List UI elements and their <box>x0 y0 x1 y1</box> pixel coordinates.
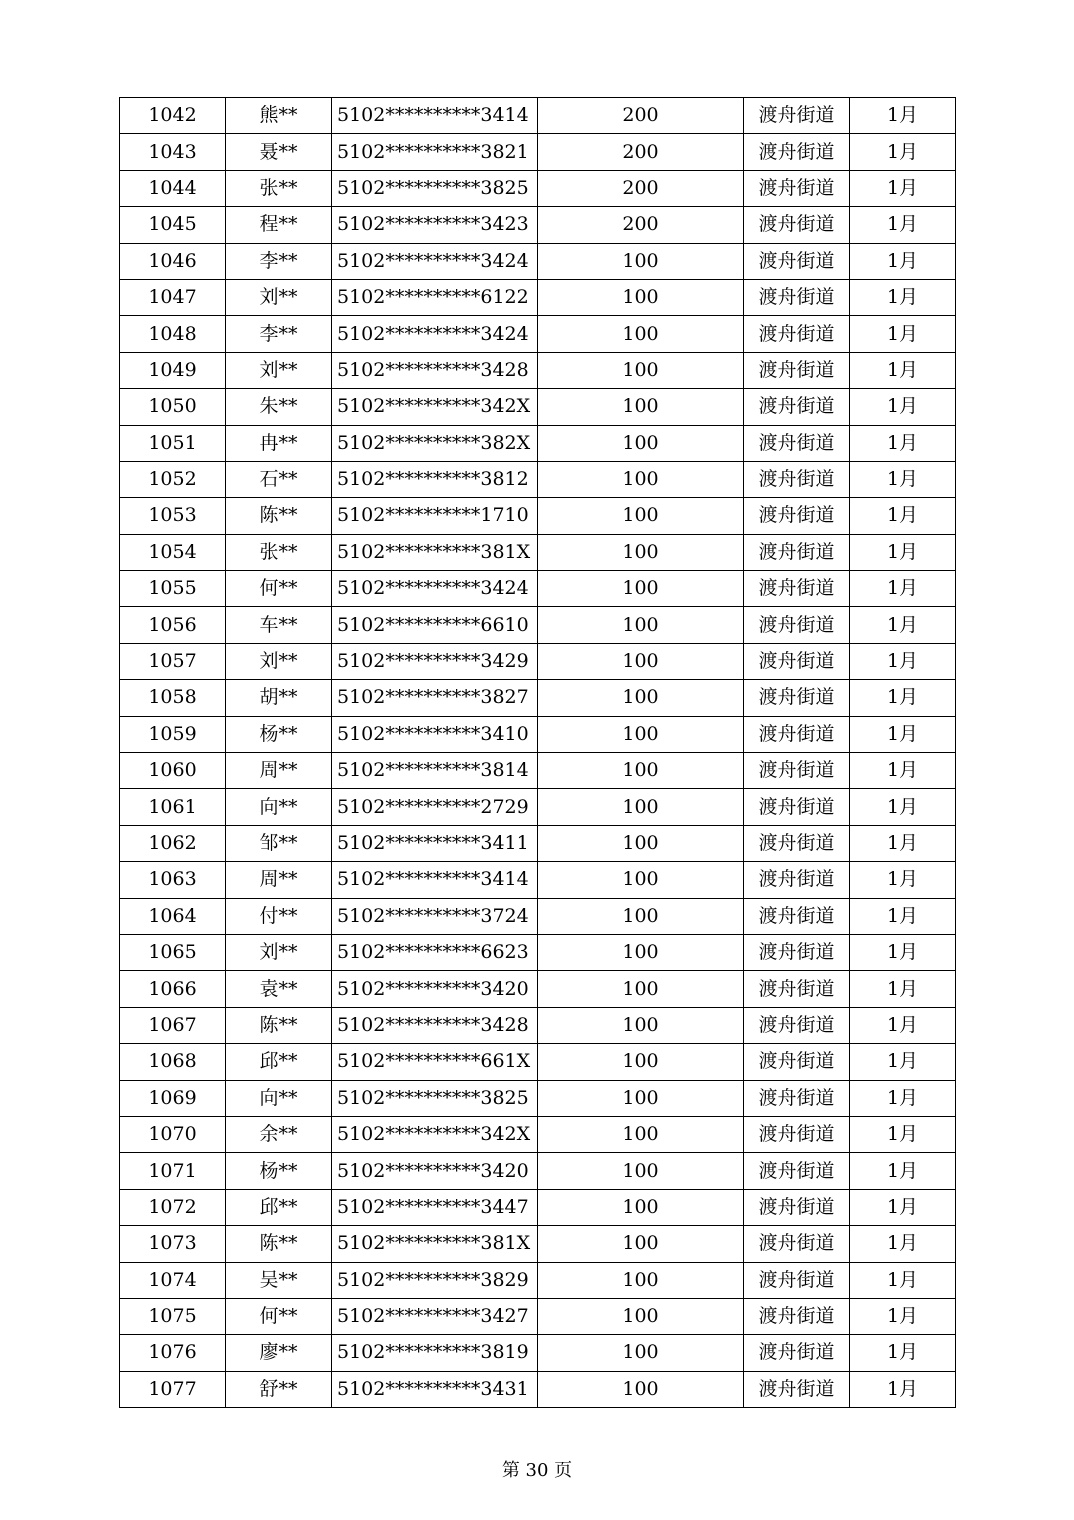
cell-id-number: 5102**********3411 <box>332 825 538 861</box>
cell-id-number: 5102**********3431 <box>332 1371 538 1407</box>
cell-street: 渡舟街道 <box>744 825 850 861</box>
cell-month: 1月 <box>850 1044 956 1080</box>
table-row <box>120 207 956 243</box>
table-row <box>120 898 956 934</box>
cell-id-number: 5102**********661X <box>332 1044 538 1080</box>
cell-amount: 100 <box>538 352 744 388</box>
cell-month: 1月 <box>850 607 956 643</box>
table-row <box>120 243 956 279</box>
cell-street: 渡舟街道 <box>744 716 850 752</box>
table-row <box>120 1335 956 1371</box>
table-row <box>120 1262 956 1298</box>
cell-name: 张** <box>226 534 332 570</box>
table-row <box>120 1298 956 1334</box>
cell-serial-number: 1047 <box>120 279 226 315</box>
cell-month: 1月 <box>850 98 956 134</box>
cell-name: 李** <box>226 316 332 352</box>
cell-name: 何** <box>226 1298 332 1334</box>
cell-name: 熊** <box>226 98 332 134</box>
cell-month: 1月 <box>850 279 956 315</box>
cell-name: 向** <box>226 1080 332 1116</box>
cell-name: 石** <box>226 461 332 497</box>
cell-amount: 100 <box>538 389 744 425</box>
cell-month: 1月 <box>850 934 956 970</box>
page-number: 第 30 页 <box>501 1460 573 1481</box>
cell-name: 廖** <box>226 1335 332 1371</box>
cell-id-number: 5102**********6122 <box>332 279 538 315</box>
cell-amount: 200 <box>538 170 744 206</box>
cell-id-number: 5102**********3424 <box>332 571 538 607</box>
cell-name: 陈** <box>226 498 332 534</box>
cell-id-number: 5102**********3812 <box>332 461 538 497</box>
cell-amount: 100 <box>538 461 744 497</box>
cell-street: 渡舟街道 <box>744 934 850 970</box>
cell-id-number: 5102**********382X <box>332 425 538 461</box>
cell-street: 渡舟街道 <box>744 862 850 898</box>
cell-name: 袁** <box>226 971 332 1007</box>
cell-name: 聂** <box>226 134 332 170</box>
cell-name: 付** <box>226 898 332 934</box>
cell-amount: 100 <box>538 1044 744 1080</box>
cell-month: 1月 <box>850 461 956 497</box>
table-row <box>120 934 956 970</box>
cell-month: 1月 <box>850 898 956 934</box>
cell-name: 刘** <box>226 352 332 388</box>
table-row <box>120 425 956 461</box>
cell-id-number: 5102**********3827 <box>332 680 538 716</box>
cell-serial-number: 1077 <box>120 1371 226 1407</box>
cell-amount: 100 <box>538 643 744 679</box>
table-row <box>120 1044 956 1080</box>
cell-street: 渡舟街道 <box>744 534 850 570</box>
cell-id-number: 5102**********3825 <box>332 170 538 206</box>
cell-serial-number: 1068 <box>120 1044 226 1080</box>
table-row <box>120 1371 956 1407</box>
cell-amount: 100 <box>538 1262 744 1298</box>
table-row <box>120 498 956 534</box>
cell-serial-number: 1062 <box>120 825 226 861</box>
table-body <box>120 98 956 1408</box>
cell-street: 渡舟街道 <box>744 425 850 461</box>
cell-name: 周** <box>226 862 332 898</box>
table-row <box>120 1189 956 1225</box>
table-row <box>120 971 956 1007</box>
cell-amount: 100 <box>538 1116 744 1152</box>
table-row <box>120 534 956 570</box>
cell-amount: 100 <box>538 607 744 643</box>
table-row <box>120 1080 956 1116</box>
cell-id-number: 5102**********2729 <box>332 789 538 825</box>
cell-name: 刘** <box>226 934 332 970</box>
cell-month: 1月 <box>850 825 956 861</box>
cell-name: 刘** <box>226 279 332 315</box>
table-row <box>120 279 956 315</box>
table-row <box>120 389 956 425</box>
cell-serial-number: 1052 <box>120 461 226 497</box>
cell-street: 渡舟街道 <box>744 1371 850 1407</box>
cell-id-number: 5102**********3424 <box>332 243 538 279</box>
cell-month: 1月 <box>850 1262 956 1298</box>
cell-street: 渡舟街道 <box>744 789 850 825</box>
cell-street: 渡舟街道 <box>744 243 850 279</box>
cell-month: 1月 <box>850 680 956 716</box>
cell-street: 渡舟街道 <box>744 1298 850 1334</box>
table-row <box>120 461 956 497</box>
cell-month: 1月 <box>850 1226 956 1262</box>
cell-street: 渡舟街道 <box>744 461 850 497</box>
cell-id-number: 5102**********3420 <box>332 971 538 1007</box>
cell-id-number: 5102**********3420 <box>332 1153 538 1189</box>
cell-month: 1月 <box>850 1116 956 1152</box>
cell-name: 吴** <box>226 1262 332 1298</box>
cell-month: 1月 <box>850 534 956 570</box>
cell-id-number: 5102**********3825 <box>332 1080 538 1116</box>
cell-serial-number: 1048 <box>120 316 226 352</box>
cell-serial-number: 1057 <box>120 643 226 679</box>
table-row <box>120 1007 956 1043</box>
cell-amount: 100 <box>538 1371 744 1407</box>
cell-amount: 100 <box>538 534 744 570</box>
cell-amount: 100 <box>538 1298 744 1334</box>
table-row <box>120 1116 956 1152</box>
cell-street: 渡舟街道 <box>744 753 850 789</box>
cell-name: 何** <box>226 571 332 607</box>
cell-serial-number: 1051 <box>120 425 226 461</box>
cell-name: 向** <box>226 789 332 825</box>
cell-serial-number: 1043 <box>120 134 226 170</box>
cell-month: 1月 <box>850 1080 956 1116</box>
table-row <box>120 170 956 206</box>
cell-street: 渡舟街道 <box>744 680 850 716</box>
cell-name: 陈** <box>226 1007 332 1043</box>
cell-amount: 100 <box>538 753 744 789</box>
cell-serial-number: 1054 <box>120 534 226 570</box>
cell-amount: 100 <box>538 862 744 898</box>
cell-serial-number: 1065 <box>120 934 226 970</box>
table-row <box>120 862 956 898</box>
cell-street: 渡舟街道 <box>744 1226 850 1262</box>
cell-amount: 100 <box>538 571 744 607</box>
cell-street: 渡舟街道 <box>744 607 850 643</box>
table-row <box>120 316 956 352</box>
cell-name: 杨** <box>226 1153 332 1189</box>
cell-name: 李** <box>226 243 332 279</box>
cell-id-number: 5102**********3429 <box>332 643 538 679</box>
cell-serial-number: 1045 <box>120 207 226 243</box>
cell-serial-number: 1053 <box>120 498 226 534</box>
cell-serial-number: 1058 <box>120 680 226 716</box>
cell-amount: 100 <box>538 971 744 1007</box>
cell-month: 1月 <box>850 1153 956 1189</box>
cell-street: 渡舟街道 <box>744 571 850 607</box>
cell-serial-number: 1076 <box>120 1335 226 1371</box>
cell-serial-number: 1073 <box>120 1226 226 1262</box>
cell-amount: 100 <box>538 498 744 534</box>
cell-street: 渡舟街道 <box>744 1044 850 1080</box>
cell-month: 1月 <box>850 316 956 352</box>
cell-amount: 100 <box>538 934 744 970</box>
cell-id-number: 5102**********381X <box>332 534 538 570</box>
table-row <box>120 680 956 716</box>
cell-amount: 100 <box>538 789 744 825</box>
cell-amount: 100 <box>538 1153 744 1189</box>
table-row <box>120 607 956 643</box>
cell-amount: 100 <box>538 1335 744 1371</box>
cell-id-number: 5102**********381X <box>332 1226 538 1262</box>
cell-id-number: 5102**********3414 <box>332 98 538 134</box>
table-row <box>120 753 956 789</box>
cell-id-number: 5102**********3424 <box>332 316 538 352</box>
cell-amount: 100 <box>538 425 744 461</box>
cell-serial-number: 1046 <box>120 243 226 279</box>
cell-serial-number: 1070 <box>120 1116 226 1152</box>
cell-serial-number: 1067 <box>120 1007 226 1043</box>
table-row <box>120 98 956 134</box>
cell-month: 1月 <box>850 1335 956 1371</box>
data-table <box>119 97 956 1408</box>
cell-street: 渡舟街道 <box>744 207 850 243</box>
cell-name: 邱** <box>226 1189 332 1225</box>
cell-name: 朱** <box>226 389 332 425</box>
cell-month: 1月 <box>850 862 956 898</box>
cell-name: 冉** <box>226 425 332 461</box>
cell-serial-number: 1069 <box>120 1080 226 1116</box>
cell-serial-number: 1064 <box>120 898 226 934</box>
cell-amount: 100 <box>538 1189 744 1225</box>
cell-month: 1月 <box>850 1298 956 1334</box>
cell-serial-number: 1061 <box>120 789 226 825</box>
cell-id-number: 5102**********3447 <box>332 1189 538 1225</box>
cell-street: 渡舟街道 <box>744 1007 850 1043</box>
cell-month: 1月 <box>850 498 956 534</box>
cell-amount: 100 <box>538 1226 744 1262</box>
table-row <box>120 134 956 170</box>
cell-street: 渡舟街道 <box>744 316 850 352</box>
cell-amount: 100 <box>538 243 744 279</box>
cell-name: 周** <box>226 753 332 789</box>
cell-serial-number: 1060 <box>120 753 226 789</box>
cell-month: 1月 <box>850 425 956 461</box>
cell-month: 1月 <box>850 389 956 425</box>
cell-serial-number: 1044 <box>120 170 226 206</box>
cell-id-number: 5102**********3414 <box>332 862 538 898</box>
cell-month: 1月 <box>850 1189 956 1225</box>
cell-name: 杨** <box>226 716 332 752</box>
cell-month: 1月 <box>850 170 956 206</box>
table-row <box>120 643 956 679</box>
cell-serial-number: 1050 <box>120 389 226 425</box>
cell-serial-number: 1074 <box>120 1262 226 1298</box>
cell-id-number: 5102**********6623 <box>332 934 538 970</box>
cell-amount: 100 <box>538 898 744 934</box>
cell-amount: 200 <box>538 134 744 170</box>
cell-street: 渡舟街道 <box>744 98 850 134</box>
cell-id-number: 5102**********3821 <box>332 134 538 170</box>
cell-street: 渡舟街道 <box>744 1262 850 1298</box>
table-row <box>120 571 956 607</box>
cell-id-number: 5102**********3724 <box>332 898 538 934</box>
cell-id-number: 5102**********3428 <box>332 352 538 388</box>
cell-amount: 200 <box>538 98 744 134</box>
cell-street: 渡舟街道 <box>744 1116 850 1152</box>
cell-amount: 100 <box>538 279 744 315</box>
cell-name: 陈** <box>226 1226 332 1262</box>
cell-street: 渡舟街道 <box>744 1153 850 1189</box>
cell-street: 渡舟街道 <box>744 1335 850 1371</box>
table-row <box>120 1226 956 1262</box>
table-row <box>120 352 956 388</box>
cell-amount: 100 <box>538 680 744 716</box>
cell-serial-number: 1072 <box>120 1189 226 1225</box>
cell-street: 渡舟街道 <box>744 134 850 170</box>
cell-id-number: 5102**********3428 <box>332 1007 538 1043</box>
cell-id-number: 5102**********3427 <box>332 1298 538 1334</box>
cell-month: 1月 <box>850 643 956 679</box>
cell-name: 邹** <box>226 825 332 861</box>
cell-name: 刘** <box>226 643 332 679</box>
cell-street: 渡舟街道 <box>744 643 850 679</box>
cell-id-number: 5102**********1710 <box>332 498 538 534</box>
cell-street: 渡舟街道 <box>744 1189 850 1225</box>
cell-street: 渡舟街道 <box>744 498 850 534</box>
cell-month: 1月 <box>850 716 956 752</box>
cell-amount: 200 <box>538 207 744 243</box>
cell-name: 余** <box>226 1116 332 1152</box>
cell-name: 邱** <box>226 1044 332 1080</box>
cell-serial-number: 1066 <box>120 971 226 1007</box>
cell-month: 1月 <box>850 207 956 243</box>
cell-street: 渡舟街道 <box>744 170 850 206</box>
cell-name: 舒** <box>226 1371 332 1407</box>
cell-id-number: 5102**********342X <box>332 389 538 425</box>
cell-month: 1月 <box>850 753 956 789</box>
cell-month: 1月 <box>850 134 956 170</box>
cell-street: 渡舟街道 <box>744 389 850 425</box>
cell-id-number: 5102**********6610 <box>332 607 538 643</box>
cell-id-number: 5102**********3814 <box>332 753 538 789</box>
cell-id-number: 5102**********3410 <box>332 716 538 752</box>
table-row <box>120 716 956 752</box>
cell-street: 渡舟街道 <box>744 971 850 1007</box>
table-row <box>120 1153 956 1189</box>
cell-serial-number: 1056 <box>120 607 226 643</box>
cell-name: 车** <box>226 607 332 643</box>
cell-month: 1月 <box>850 971 956 1007</box>
cell-month: 1月 <box>850 571 956 607</box>
cell-serial-number: 1063 <box>120 862 226 898</box>
cell-serial-number: 1049 <box>120 352 226 388</box>
cell-serial-number: 1075 <box>120 1298 226 1334</box>
cell-amount: 100 <box>538 1007 744 1043</box>
cell-id-number: 5102**********3829 <box>332 1262 538 1298</box>
cell-serial-number: 1059 <box>120 716 226 752</box>
cell-street: 渡舟街道 <box>744 898 850 934</box>
cell-serial-number: 1042 <box>120 98 226 134</box>
cell-amount: 100 <box>538 1080 744 1116</box>
cell-month: 1月 <box>850 352 956 388</box>
cell-month: 1月 <box>850 789 956 825</box>
cell-street: 渡舟街道 <box>744 279 850 315</box>
table-row <box>120 825 956 861</box>
cell-street: 渡舟街道 <box>744 1080 850 1116</box>
cell-street: 渡舟街道 <box>744 352 850 388</box>
cell-id-number: 5102**********342X <box>332 1116 538 1152</box>
cell-serial-number: 1055 <box>120 571 226 607</box>
cell-month: 1月 <box>850 243 956 279</box>
cell-id-number: 5102**********3819 <box>332 1335 538 1371</box>
cell-month: 1月 <box>850 1007 956 1043</box>
cell-name: 张** <box>226 170 332 206</box>
cell-name: 程** <box>226 207 332 243</box>
cell-month: 1月 <box>850 1371 956 1407</box>
cell-amount: 100 <box>538 825 744 861</box>
cell-amount: 100 <box>538 316 744 352</box>
cell-amount: 100 <box>538 716 744 752</box>
cell-name: 胡** <box>226 680 332 716</box>
table-row <box>120 789 956 825</box>
cell-id-number: 5102**********3423 <box>332 207 538 243</box>
cell-serial-number: 1071 <box>120 1153 226 1189</box>
